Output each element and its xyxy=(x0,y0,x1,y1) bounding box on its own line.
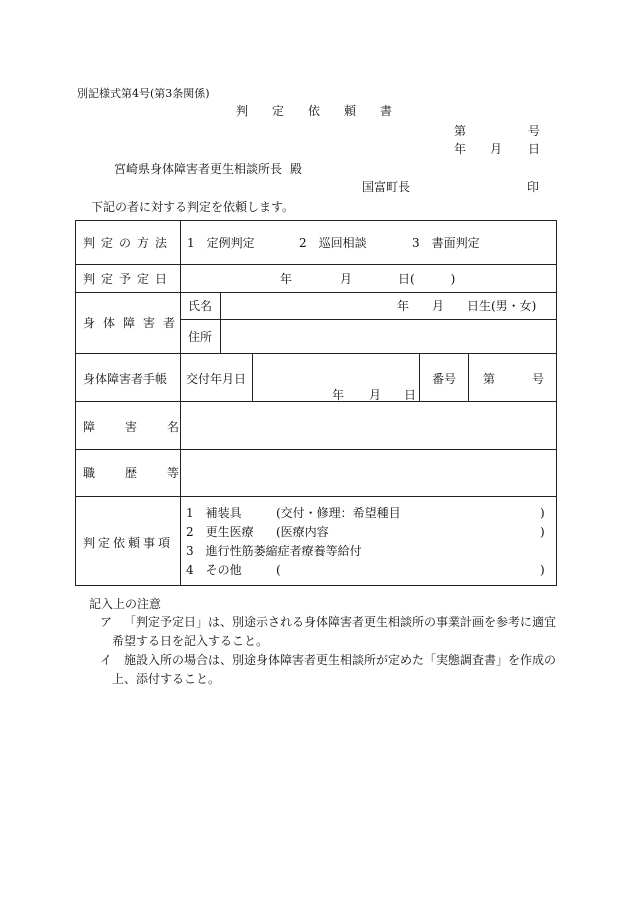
row-divider xyxy=(75,449,557,450)
request-item-muscular[interactable]: 3 進行性筋萎縮症者療養等給付 xyxy=(186,544,362,558)
method-label xyxy=(83,236,173,250)
doc-date-month: 月 xyxy=(490,142,503,156)
sender: 国富町長 xyxy=(362,180,411,194)
label-column-divider xyxy=(180,220,181,586)
note-i-marker: イ xyxy=(100,653,113,667)
scheduled-day[interactable]: 日( ) xyxy=(398,272,456,286)
title-char: 判 xyxy=(236,104,249,118)
note-a-marker: ア xyxy=(100,615,113,629)
request-item-prosthesis[interactable]: 1 補装具 xyxy=(186,506,242,520)
addressee: 宮崎県身体障害者更生相談所長 xyxy=(114,162,283,176)
title-char: 定 xyxy=(271,104,284,118)
scheduled-year[interactable]: 年 xyxy=(280,272,293,286)
disability-name-label: 障害名 xyxy=(83,420,210,434)
handbook-label: 身体障害者手帳 xyxy=(83,372,168,386)
request-item-prosthesis-detail[interactable]: (交付・修理：希望種目 xyxy=(276,506,401,520)
seal-mark: 印 xyxy=(527,180,540,194)
note-a-line2: 希望する日を記入すること。 xyxy=(112,634,269,648)
note-i-line2: 上、添付すること。 xyxy=(112,672,221,686)
row-divider xyxy=(75,401,557,402)
issue-day[interactable]: 日 xyxy=(404,388,417,402)
row-divider xyxy=(181,319,557,320)
issue-date-label: 交付年月日 xyxy=(186,372,247,386)
handbook-number-go[interactable]: 号 xyxy=(532,372,545,386)
form-reference: 別記様式第4号(第3条関係) xyxy=(77,87,210,100)
doc-date-day: 日 xyxy=(528,142,541,156)
request-item-medical[interactable]: 2 更生医療 xyxy=(186,525,254,539)
address-label: 住所 xyxy=(188,330,213,344)
row-divider xyxy=(75,292,557,293)
title-char: 頼 xyxy=(343,104,356,118)
intro-text: 下記の者に対する判定を依頼します。 xyxy=(91,200,295,214)
note-i-line1: 施設入所の場合は、別途身体障害者更生相談所が定めた「実態調査書」を作成の xyxy=(124,653,557,667)
scheduled-month[interactable]: 月 xyxy=(340,272,353,286)
person-label: 身体障害者 xyxy=(83,316,184,330)
request-item-other-close: ) xyxy=(540,563,545,577)
handbook-number-dai[interactable]: 第 xyxy=(483,372,496,386)
name-address-divider xyxy=(220,292,221,353)
birth-day-gender[interactable]: 日生(男・女) xyxy=(467,299,537,313)
request-items-label: 判定依頼事項 xyxy=(83,536,174,550)
note-a-line1: 「判定予定日」は、別途示される身体障害者更生相談所の事業計画を参考に適宜 xyxy=(124,615,557,629)
birth-month[interactable]: 月 xyxy=(432,299,445,313)
doc-number-go: 号 xyxy=(528,124,541,138)
career-label: 職歴等 xyxy=(83,466,210,480)
handbook-divider xyxy=(419,353,420,401)
request-item-medical-close: ) xyxy=(540,525,545,539)
row-divider xyxy=(75,496,557,497)
method-option-tour[interactable]: 2 巡回相談 xyxy=(299,236,367,250)
handbook-number-label: 番号 xyxy=(432,372,457,386)
addressee-honorific: 殿 xyxy=(290,162,303,176)
method-label-text: 判定の方法 xyxy=(83,236,174,250)
scheduled-date-label: 判定予定日 xyxy=(83,272,174,286)
issue-month[interactable]: 月 xyxy=(369,388,382,402)
request-item-medical-detail[interactable]: (医療内容 xyxy=(276,525,329,539)
document-title xyxy=(236,104,392,118)
issue-year[interactable]: 年 xyxy=(332,388,345,402)
row-divider xyxy=(75,264,557,265)
title-char: 書 xyxy=(379,104,392,118)
request-item-other-detail[interactable]: ( xyxy=(276,563,281,577)
doc-number-dai: 第 xyxy=(454,124,467,138)
birth-year[interactable]: 年 xyxy=(397,299,410,313)
handbook-divider xyxy=(468,353,469,401)
name-label: 氏名 xyxy=(188,299,213,313)
method-option-document[interactable]: 3 書面判定 xyxy=(412,236,480,250)
row-divider xyxy=(75,353,557,354)
request-item-prosthesis-close: ) xyxy=(540,506,545,520)
handbook-divider xyxy=(252,353,253,401)
doc-date-year: 年 xyxy=(454,142,467,156)
notes-heading: 記入上の注意 xyxy=(89,597,162,611)
method-option-regular[interactable]: 1 定例判定 xyxy=(187,236,255,250)
title-char: 依 xyxy=(307,104,320,118)
request-item-other[interactable]: 4 その他 xyxy=(186,563,242,577)
